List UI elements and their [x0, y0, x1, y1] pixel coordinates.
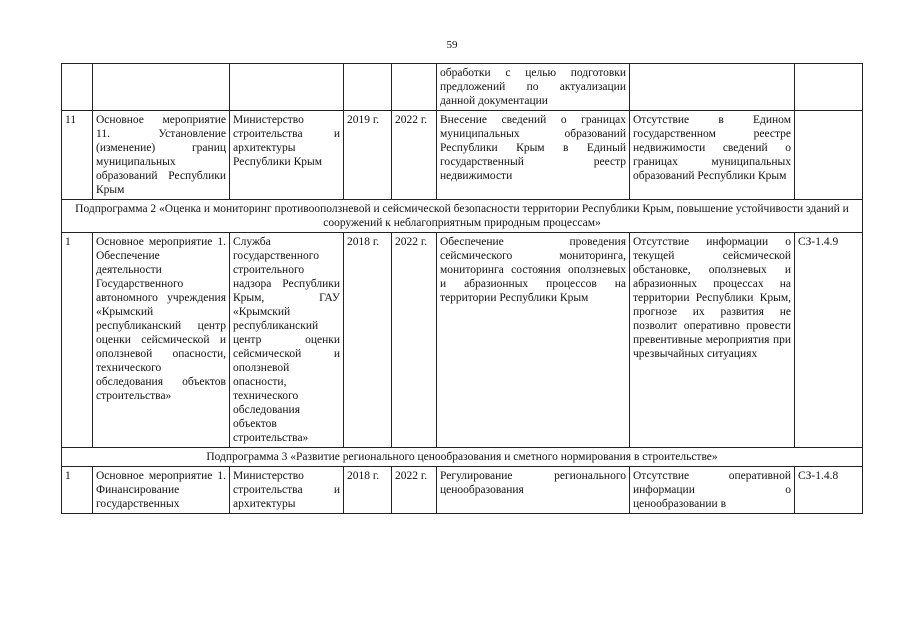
result-cell: Обеспечение проведения сейсмического мониторинга, мониторинга состояния оползневых и абразионных процессов на территории Республики Крым: [437, 233, 630, 448]
executor-cell: [230, 64, 344, 111]
table-row-11: [62, 111, 863, 200]
code-cell: СЗ-1.4.8: [795, 467, 863, 514]
consequence-cell: [630, 64, 795, 111]
measures-table: [61, 63, 863, 514]
table-row-sp3-1: [62, 467, 863, 514]
start-year-cell: 2018 г.: [344, 467, 392, 514]
end-year-cell: 2022 г.: [392, 467, 437, 514]
end-year-cell: 2022 г.: [392, 233, 437, 448]
measure-cell: Основное мероприятие 1. Обеспечение деятельности Государственного автономного учреждения «Крымский республиканский центр оценки сейсмической и оползневой опасности, технического обследования объектов строительства»: [93, 233, 230, 448]
page-number: 59: [446, 39, 458, 51]
start-year-cell: 2019 г.: [344, 111, 392, 200]
executor-cell: Министерство строительства и архитектуры Республики Крым: [230, 111, 344, 200]
table-row-continuation: [62, 64, 863, 111]
subprogram-3-title: Подпрограмма 3 «Развитие регионального ценообразования и сметного нормирования в строительстве»: [62, 448, 863, 467]
end-year-cell: [392, 64, 437, 111]
result-cell: Регулирование регионального ценообразования: [437, 467, 630, 514]
consequence-cell: Отсутствие оперативной информации о ценообразовании в: [630, 467, 795, 514]
code-cell: СЗ-1.4.9: [795, 233, 863, 448]
executor-cell: Служба государственного строительного надзора Республики Крым, ГАУ «Крымский республиканский центр оценки сейсмической и оползневой опасности, технического обследования объектов строительства»: [230, 233, 344, 448]
result-cell: обработки с целью подготовки предложений по актуализации данной документации: [437, 64, 630, 111]
row-number: 11: [62, 111, 93, 200]
code-cell: [795, 64, 863, 111]
subprogram-3-header-row: [62, 448, 863, 467]
table-row-sp2-1: [62, 233, 863, 448]
result-cell: Внесение сведений о границах муниципальных образований Республики Крым в Единый государственный реестр недвижимости: [437, 111, 630, 200]
subprogram-2-header-row: [62, 200, 863, 233]
subprogram-2-title: Подпрограмма 2 «Оценка и мониторинг противооползневой и сейсмической безопасности территории Республики Крым, повышение устойчивости зданий и сооружений к неблагоприятным природным процессам»: [62, 200, 863, 233]
start-year-cell: 2018 г.: [344, 233, 392, 448]
consequence-cell: Отсутствие информации о текущей сейсмической обстановке, оползневых и абразионных процессах на территории Республики Крым, прогнозе их развития не позволит оперативно провести превентивные мероприятия при чрезвычайных ситуациях: [630, 233, 795, 448]
measure-cell: Основное мероприятие 11. Установление (изменение) границ муниципальных образований Республики Крым: [93, 111, 230, 200]
code-cell: [795, 111, 863, 200]
row-number: [62, 64, 93, 111]
start-year-cell: [344, 64, 392, 111]
row-number: 1: [62, 467, 93, 514]
executor-cell: Министерство строительства и архитектуры: [230, 467, 344, 514]
measure-cell: [93, 64, 230, 111]
row-number: 1: [62, 233, 93, 448]
end-year-cell: 2022 г.: [392, 111, 437, 200]
consequence-cell: Отсутствие в Едином государственном реестре недвижимости сведений о границах муниципальных образований Республики Крым: [630, 111, 795, 200]
measure-cell: Основное мероприятие 1. Финансирование государственных: [93, 467, 230, 514]
